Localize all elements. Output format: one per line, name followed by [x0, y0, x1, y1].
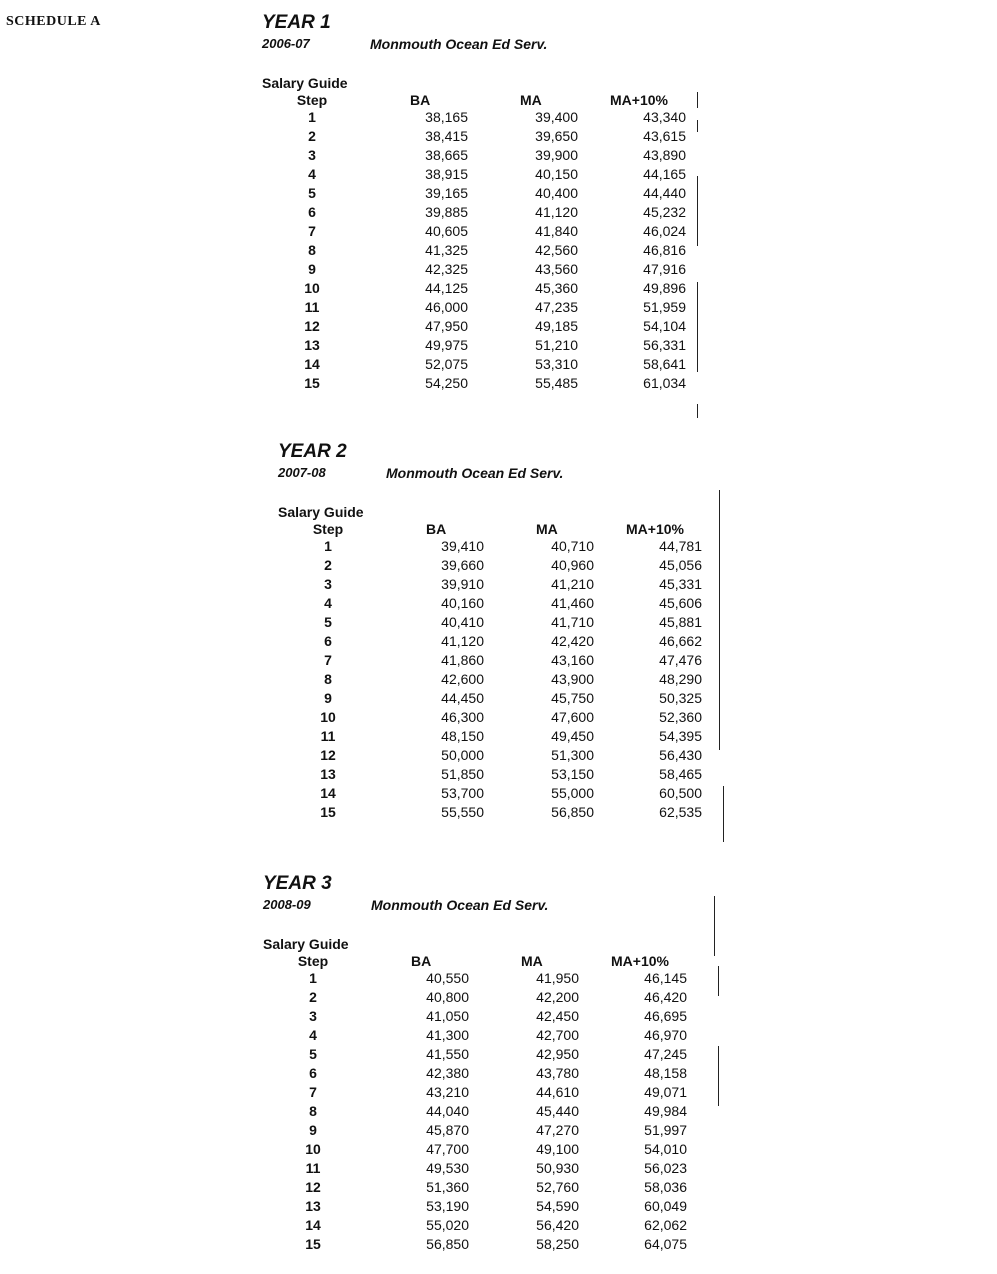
ba-header: BA — [410, 92, 431, 108]
ma-cell: 51,210 — [535, 337, 578, 353]
step-header: Step — [297, 953, 329, 969]
ma10-cell: 46,145 — [644, 970, 687, 986]
table-row — [262, 336, 686, 355]
salary-table — [262, 92, 686, 393]
ma-cell: 43,560 — [535, 261, 578, 277]
step-header: Step — [296, 92, 328, 108]
ma-cell: 50,930 — [536, 1160, 579, 1176]
ba-cell: 55,020 — [426, 1217, 469, 1233]
year-3-section — [263, 873, 687, 1254]
table-row — [262, 317, 686, 336]
table-row — [263, 1159, 687, 1178]
table-row — [263, 1197, 687, 1216]
ba-cell: 40,800 — [426, 989, 469, 1005]
ma10-cell: 46,420 — [644, 989, 687, 1005]
ba-cell: 38,165 — [425, 109, 468, 125]
ba-cell: 43,210 — [426, 1084, 469, 1100]
ma10-cell: 47,245 — [644, 1046, 687, 1062]
scan-artifact-line — [718, 1046, 719, 1106]
org-name: Monmouth Ocean Ed Serv. — [370, 36, 548, 52]
table-row — [263, 1216, 687, 1235]
ma10-cell: 54,010 — [644, 1141, 687, 1157]
ma-cell: 47,600 — [551, 709, 594, 725]
ma-cell: 55,485 — [535, 375, 578, 391]
step-cell: 10 — [305, 1141, 321, 1157]
ma-cell: 56,420 — [536, 1217, 579, 1233]
ma-cell: 42,420 — [551, 633, 594, 649]
ma10-cell: 58,036 — [644, 1179, 687, 1195]
table-header-row — [278, 521, 702, 537]
ma10-cell: 49,984 — [644, 1103, 687, 1119]
ma10-cell: 45,606 — [659, 595, 702, 611]
ma-cell: 41,210 — [551, 576, 594, 592]
ba-cell: 52,075 — [425, 356, 468, 372]
table-row — [262, 241, 686, 260]
step-cell: 8 — [324, 671, 332, 687]
ma10-cell: 44,440 — [643, 185, 686, 201]
step-cell: 15 — [305, 1236, 321, 1252]
step-cell: 4 — [308, 166, 316, 182]
step-cell: 5 — [308, 185, 316, 201]
table-row — [262, 146, 686, 165]
ma-cell: 43,160 — [551, 652, 594, 668]
step-cell: 6 — [324, 633, 332, 649]
ma10-cell: 56,430 — [659, 747, 702, 763]
ma10-cell: 47,916 — [643, 261, 686, 277]
ba-cell: 50,000 — [441, 747, 484, 763]
ma10-cell: 61,034 — [643, 375, 686, 391]
table-row — [278, 670, 702, 689]
step-cell: 11 — [305, 1160, 321, 1176]
ba-header: BA — [411, 953, 432, 969]
scan-artifact-line — [714, 896, 715, 956]
ba-cell: 44,040 — [426, 1103, 469, 1119]
ba-cell: 56,850 — [426, 1236, 469, 1252]
ma10-cell: 46,970 — [644, 1027, 687, 1043]
table-header-row — [263, 953, 687, 969]
ma-cell: 53,150 — [551, 766, 594, 782]
ba-cell: 48,150 — [441, 728, 484, 744]
ba-cell: 39,910 — [441, 576, 484, 592]
ma-cell: 49,450 — [551, 728, 594, 744]
table-row — [278, 746, 702, 765]
table-row — [278, 727, 702, 746]
scan-artifact-line — [697, 120, 698, 132]
table-row — [263, 1007, 687, 1026]
ba-cell: 51,850 — [441, 766, 484, 782]
ma-cell: 49,185 — [535, 318, 578, 334]
ma10-cell: 46,662 — [659, 633, 702, 649]
table-row — [278, 689, 702, 708]
ma-cell: 49,100 — [536, 1141, 579, 1157]
ma10-cell: 48,158 — [644, 1065, 687, 1081]
ma10-cell: 46,816 — [643, 242, 686, 258]
ba-cell: 41,050 — [426, 1008, 469, 1024]
salary-guide-label: Salary Guide — [278, 504, 364, 520]
ba-cell: 39,410 — [441, 538, 484, 554]
ba-cell: 41,120 — [441, 633, 484, 649]
ma10-cell: 44,781 — [659, 538, 702, 554]
year-range: 2006-07 — [262, 36, 310, 51]
ma10-cell: 49,896 — [643, 280, 686, 296]
step-cell: 5 — [324, 614, 332, 630]
step-cell: 13 — [305, 1198, 321, 1214]
ba-cell: 40,410 — [441, 614, 484, 630]
year-range: 2008-09 — [263, 897, 311, 912]
step-cell: 12 — [305, 1179, 321, 1195]
salary-table — [263, 953, 687, 1254]
table-row — [262, 165, 686, 184]
table-row — [262, 298, 686, 317]
step-cell: 10 — [320, 709, 336, 725]
ma-cell: 41,950 — [536, 970, 579, 986]
step-cell: 8 — [308, 242, 316, 258]
step-cell: 14 — [304, 356, 320, 372]
ma-cell: 56,850 — [551, 804, 594, 820]
ma-header: MA — [536, 521, 558, 537]
salary-guide-label: Salary Guide — [263, 936, 349, 952]
ma-cell: 40,150 — [535, 166, 578, 182]
ba-cell: 38,915 — [425, 166, 468, 182]
ma-cell: 45,750 — [551, 690, 594, 706]
year-title: YEAR 2 — [278, 441, 347, 462]
table-row — [278, 803, 702, 822]
ma10-cell: 64,075 — [644, 1236, 687, 1252]
ba-cell: 44,125 — [425, 280, 468, 296]
ma-cell: 54,590 — [536, 1198, 579, 1214]
step-cell: 11 — [320, 728, 336, 744]
step-cell: 2 — [308, 128, 316, 144]
ma-cell: 39,400 — [535, 109, 578, 125]
step-cell: 7 — [324, 652, 332, 668]
ma10-cell: 54,395 — [659, 728, 702, 744]
ma-cell: 42,450 — [536, 1008, 579, 1024]
step-cell: 2 — [324, 557, 332, 573]
step-cell: 9 — [309, 1122, 317, 1138]
ma10-cell: 43,340 — [643, 109, 686, 125]
ba-cell: 39,885 — [425, 204, 468, 220]
step-cell: 1 — [308, 109, 316, 125]
org-name: Monmouth Ocean Ed Serv. — [386, 465, 564, 481]
scan-artifact-line — [697, 92, 698, 108]
ma-cell: 41,460 — [551, 595, 594, 611]
table-row — [278, 632, 702, 651]
ma10-cell: 44,165 — [643, 166, 686, 182]
table-row — [262, 260, 686, 279]
ba-cell: 40,550 — [426, 970, 469, 986]
table-row — [278, 708, 702, 727]
ba-cell: 49,530 — [426, 1160, 469, 1176]
ma-cell: 41,710 — [551, 614, 594, 630]
ma-cell: 40,400 — [535, 185, 578, 201]
ma-cell: 42,700 — [536, 1027, 579, 1043]
year-1-section — [262, 12, 686, 393]
ma10-cell: 46,695 — [644, 1008, 687, 1024]
ma-cell: 41,840 — [535, 223, 578, 239]
table-row — [278, 651, 702, 670]
ma10-header: MA+10% — [610, 92, 668, 108]
table-row — [263, 1083, 687, 1102]
ma-header: MA — [521, 953, 543, 969]
step-header: Step — [312, 521, 344, 537]
step-cell: 1 — [324, 538, 332, 554]
ma10-cell: 47,476 — [659, 652, 702, 668]
ba-cell: 41,860 — [441, 652, 484, 668]
step-cell: 15 — [304, 375, 320, 391]
scan-artifact-line — [718, 966, 719, 996]
ma-cell: 43,900 — [551, 671, 594, 687]
ma-cell: 41,120 — [535, 204, 578, 220]
year-title: YEAR 3 — [263, 873, 332, 894]
table-row — [263, 1235, 687, 1254]
ba-cell: 49,975 — [425, 337, 468, 353]
ba-cell: 44,450 — [441, 690, 484, 706]
scan-artifact-line — [697, 176, 698, 246]
ma-cell: 53,310 — [535, 356, 578, 372]
year-2-section — [278, 441, 702, 822]
table-row — [262, 203, 686, 222]
ba-cell: 47,950 — [425, 318, 468, 334]
table-row — [278, 594, 702, 613]
table-row — [278, 575, 702, 594]
table-row — [278, 784, 702, 803]
step-cell: 3 — [308, 147, 316, 163]
table-row — [263, 1140, 687, 1159]
ba-cell: 46,000 — [425, 299, 468, 315]
table-row — [262, 279, 686, 298]
ba-cell: 53,700 — [441, 785, 484, 801]
step-cell: 5 — [309, 1046, 317, 1062]
ma10-cell: 43,890 — [643, 147, 686, 163]
table-row — [263, 988, 687, 1007]
step-cell: 3 — [324, 576, 332, 592]
table-row — [262, 127, 686, 146]
step-cell: 15 — [320, 804, 336, 820]
ma-cell: 58,250 — [536, 1236, 579, 1252]
ma10-cell: 52,360 — [659, 709, 702, 725]
ma-cell: 40,710 — [551, 538, 594, 554]
ma10-cell: 45,232 — [643, 204, 686, 220]
table-row — [278, 765, 702, 784]
table-row — [278, 556, 702, 575]
table-row — [262, 222, 686, 241]
table-row — [262, 374, 686, 393]
ma10-header: MA+10% — [611, 953, 669, 969]
step-cell: 9 — [324, 690, 332, 706]
step-cell: 8 — [309, 1103, 317, 1119]
ma-cell: 39,900 — [535, 147, 578, 163]
ma10-cell: 58,641 — [643, 356, 686, 372]
table-row — [263, 969, 687, 988]
ba-cell: 41,300 — [426, 1027, 469, 1043]
ba-cell: 46,300 — [441, 709, 484, 725]
scan-artifact-line — [719, 490, 720, 750]
ma-cell: 42,950 — [536, 1046, 579, 1062]
table-row — [263, 1178, 687, 1197]
ba-cell: 53,190 — [426, 1198, 469, 1214]
step-cell: 6 — [308, 204, 316, 220]
step-cell: 13 — [304, 337, 320, 353]
step-cell: 13 — [320, 766, 336, 782]
org-name: Monmouth Ocean Ed Serv. — [371, 897, 549, 913]
ba-cell: 54,250 — [425, 375, 468, 391]
ma-cell: 47,270 — [536, 1122, 579, 1138]
year-range: 2007-08 — [278, 465, 326, 480]
salary-guide-label: Salary Guide — [262, 75, 348, 91]
table-row — [263, 1102, 687, 1121]
ma-cell: 42,560 — [535, 242, 578, 258]
ma10-cell: 58,465 — [659, 766, 702, 782]
step-cell: 7 — [309, 1084, 317, 1100]
ma-cell: 40,960 — [551, 557, 594, 573]
table-row — [278, 613, 702, 632]
step-cell: 14 — [320, 785, 336, 801]
step-cell: 7 — [308, 223, 316, 239]
ba-cell: 40,605 — [425, 223, 468, 239]
ma-cell: 45,360 — [535, 280, 578, 296]
ma-cell: 55,000 — [551, 785, 594, 801]
step-cell: 10 — [304, 280, 320, 296]
table-row — [263, 1064, 687, 1083]
ma10-cell: 60,500 — [659, 785, 702, 801]
ba-header: BA — [426, 521, 447, 537]
ma-cell: 45,440 — [536, 1103, 579, 1119]
step-cell: 9 — [308, 261, 316, 277]
ba-cell: 47,700 — [426, 1141, 469, 1157]
table-row — [263, 1121, 687, 1140]
step-cell: 1 — [309, 970, 317, 986]
ba-cell: 41,550 — [426, 1046, 469, 1062]
salary-table — [278, 521, 702, 822]
step-cell: 14 — [305, 1217, 321, 1233]
ba-cell: 41,325 — [425, 242, 468, 258]
ma10-cell: 54,104 — [643, 318, 686, 334]
ma-cell: 51,300 — [551, 747, 594, 763]
ma10-cell: 45,331 — [659, 576, 702, 592]
table-header-row — [262, 92, 686, 108]
ma-cell: 52,760 — [536, 1179, 579, 1195]
ba-cell: 40,160 — [441, 595, 484, 611]
table-row — [263, 1045, 687, 1064]
ma10-cell: 46,024 — [643, 223, 686, 239]
ma10-cell: 51,959 — [643, 299, 686, 315]
scan-artifact-line — [697, 404, 698, 418]
step-cell: 2 — [309, 989, 317, 1005]
ba-cell: 38,415 — [425, 128, 468, 144]
ba-cell: 39,660 — [441, 557, 484, 573]
ma10-cell: 62,535 — [659, 804, 702, 820]
ma-cell: 47,235 — [535, 299, 578, 315]
table-row — [262, 184, 686, 203]
ma10-cell: 48,290 — [659, 671, 702, 687]
ma-cell: 43,780 — [536, 1065, 579, 1081]
ba-cell: 42,325 — [425, 261, 468, 277]
step-cell: 4 — [324, 595, 332, 611]
ma10-cell: 56,023 — [644, 1160, 687, 1176]
table-row — [263, 1026, 687, 1045]
ba-cell: 45,870 — [426, 1122, 469, 1138]
step-cell: 11 — [304, 299, 320, 315]
ma10-cell: 45,881 — [659, 614, 702, 630]
year-title: YEAR 1 — [262, 12, 331, 33]
ma-cell: 39,650 — [535, 128, 578, 144]
step-cell: 6 — [309, 1065, 317, 1081]
ma10-cell: 49,071 — [644, 1084, 687, 1100]
ma10-cell: 45,056 — [659, 557, 702, 573]
ma-cell: 44,610 — [536, 1084, 579, 1100]
ba-cell: 42,600 — [441, 671, 484, 687]
scan-artifact-line — [697, 282, 698, 372]
step-cell: 12 — [304, 318, 320, 334]
schedule-label: SCHEDULE A — [6, 14, 101, 29]
table-row — [278, 537, 702, 556]
step-cell: 12 — [320, 747, 336, 763]
table-row — [262, 108, 686, 127]
ba-cell: 42,380 — [426, 1065, 469, 1081]
table-row — [262, 355, 686, 374]
step-cell: 3 — [309, 1008, 317, 1024]
ma10-cell: 60,049 — [644, 1198, 687, 1214]
ma10-cell: 56,331 — [643, 337, 686, 353]
ma-header: MA — [520, 92, 542, 108]
ma10-header: MA+10% — [626, 521, 684, 537]
step-cell: 4 — [309, 1027, 317, 1043]
ba-cell: 39,165 — [425, 185, 468, 201]
scan-artifact-line — [723, 786, 724, 842]
ma-cell: 42,200 — [536, 989, 579, 1005]
ma10-cell: 51,997 — [644, 1122, 687, 1138]
ba-cell: 51,360 — [426, 1179, 469, 1195]
ma10-cell: 62,062 — [644, 1217, 687, 1233]
ma10-cell: 43,615 — [643, 128, 686, 144]
ma10-cell: 50,325 — [659, 690, 702, 706]
ba-cell: 38,665 — [425, 147, 468, 163]
ba-cell: 55,550 — [441, 804, 484, 820]
